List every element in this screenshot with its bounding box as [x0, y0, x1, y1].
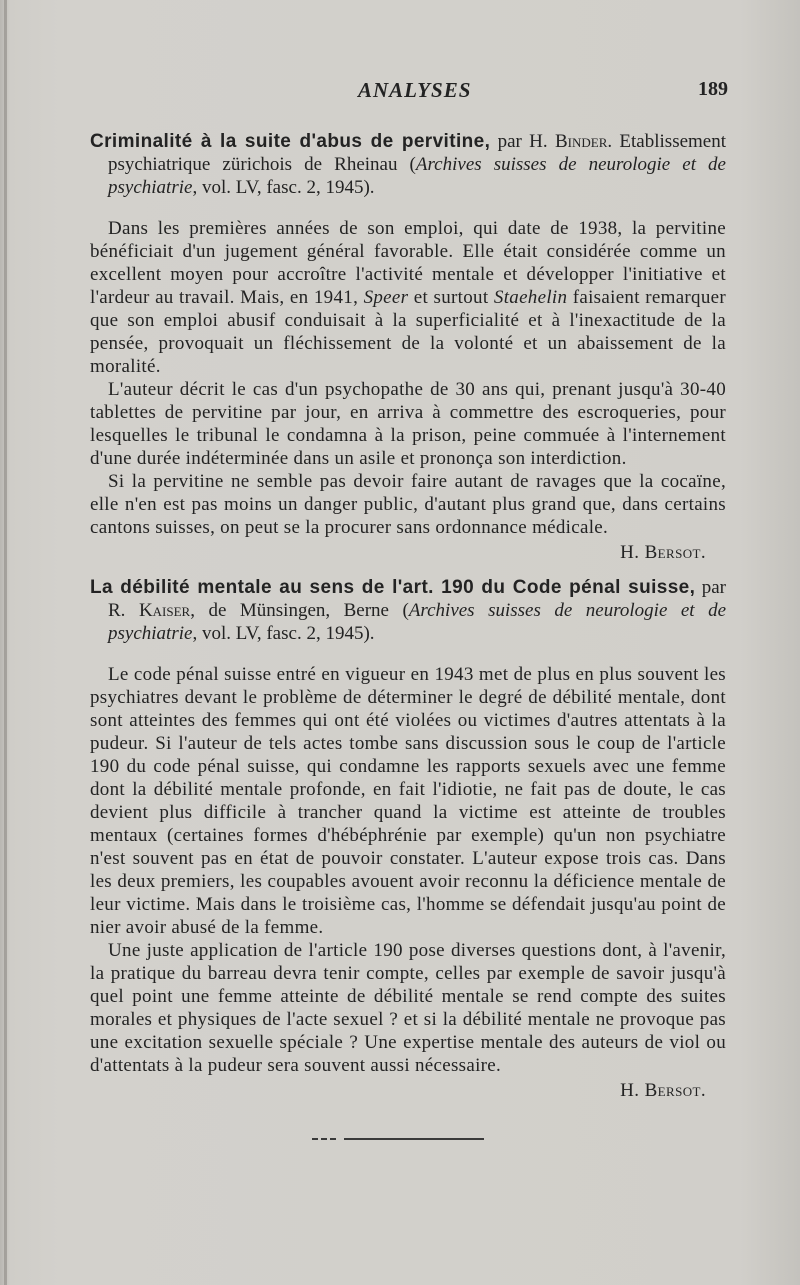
paragraph: L'auteur décrit le cas d'un psychopathe de 30 ans qui, prenant jusqu'à 30-40 tablettes de pervitine par jour, en arriva à commettre des escroqueries, pour lesquelles le tribunal le condamna à la prison, peine commuée à l'internement d'une durée indéterminée dans un asile et prononça son interdiction. [90, 379, 726, 469]
article-title: Criminalité à la suite d'abus de pervitine, [90, 131, 491, 152]
article-citation: , vol. LV, fasc. 2, 1945). [192, 623, 375, 644]
end-rule-dashes [312, 1138, 336, 1140]
running-head [0, 78, 800, 108]
paragraph-text: Dans les premières années de son emploi, qui date de 1938, la pervitine bénéficiait d'un jugement général favorable. Elle était considérée comme un excellent moyen pour accroître l'activité mentale et développer l'initiative et l'ardeur au travail. Mais, en 1941, [90, 218, 726, 308]
article-journal: Archives suisses de neurologie et de psychiatrie [108, 600, 727, 644]
article-author: Binder [554, 131, 608, 152]
running-title: ANALYSES [358, 78, 472, 102]
article-heading [90, 130, 726, 199]
article-byline: par R. [108, 577, 727, 621]
paragraph: Le code pénal suisse entré en vigueur en 1943 met de plus en plus souvent les psychiatres devant le problème de déterminer le degré de débilité mentale, dont sont atteintes des femmes qui ont été violées ou victimes d'autres attentats à la pudeur. Si l'auteur de tels actes tombe sans discussion sous le coup de l'article 190 du code pénal suisse, qui condamne les rapports sexuels avec une femme dont la débilité mentale profonde, en fait l'idiotie, ne fait pas de doute, le cas devient plus difficile à trancher quand la victime est atteinte de troubles mentaux (certaines formes d'hébéphrénie par exemple) qu'un non psychiatre n'est souvent pas en état de pouvoir constater. L'auteur expose trois cas. Dans les deux premiers, les coupables avouent avoir reconnu la déficience mentale de leur victime. Mais dans le troisième cas, l'homme se défendait jusqu'au point de nier avoir abusé de la femme. [90, 664, 726, 938]
signature-name: Bersot. [644, 542, 706, 563]
article-debilite [90, 576, 726, 1102]
article-byline: par H. [497, 131, 548, 152]
binding-edge [4, 0, 7, 1285]
paragraph-text: et surtout [408, 287, 494, 308]
article-heading [90, 576, 726, 645]
article-affiliation: . Etablissement psychiatrique zürichois de Rheinau ( [108, 131, 727, 175]
article-journal: Archives suisses de neurologie et de psychiatrie [108, 154, 726, 198]
article-affiliation: , de Münsingen, Berne ( [190, 600, 409, 621]
end-rule [344, 1138, 484, 1140]
article-title: La débilité mentale au sens de l'art. 190 du Code pénal suisse, [90, 577, 696, 598]
signature-name: Bersot. [644, 1080, 706, 1101]
paragraph [90, 217, 726, 378]
cited-author: Staehelin [493, 287, 568, 308]
signature [90, 541, 706, 564]
signature-initial: H. [620, 1080, 640, 1101]
cited-author: Speer [363, 287, 409, 308]
article-pervitine [90, 130, 726, 564]
page-number: 189 [698, 78, 728, 100]
article-citation: , vol. LV, fasc. 2, 1945). [192, 177, 375, 198]
signature [90, 1079, 706, 1102]
signature-initial: H. [620, 542, 640, 563]
article-author: Kaiser [138, 600, 191, 621]
paragraph-text: faisaient remarquer que son emploi abusif conduisait à la superficialité et à l'inexactitude de la pensée, provoquait un fléchissement de la volonté et un abaissement de la moralité. [90, 287, 727, 377]
paragraph: Si la pervitine ne semble pas devoir faire autant de ravages que la cocaïne, elle n'en est pas moins un danger public, d'autant plus grand que, dans certains cantons suisses, on peut se la procurer sans ordonnance médicale. [90, 471, 726, 538]
paragraph: Une juste application de l'article 190 pose diverses questions dont, à l'avenir, la pratique du barreau devra tenir compte, celles par exemple de savoir jusqu'à quel point une femme atteinte de débilité mentale se rend compte des suites morales et physiques de l'acte sexuel ? et si la débilité mentale ne provoque pas une excitation sexuelle spéciale ? Une expertise mentale des auteurs de viol ou d'attentats à la pudeur sera souvent aussi nécessaire. [90, 940, 726, 1076]
